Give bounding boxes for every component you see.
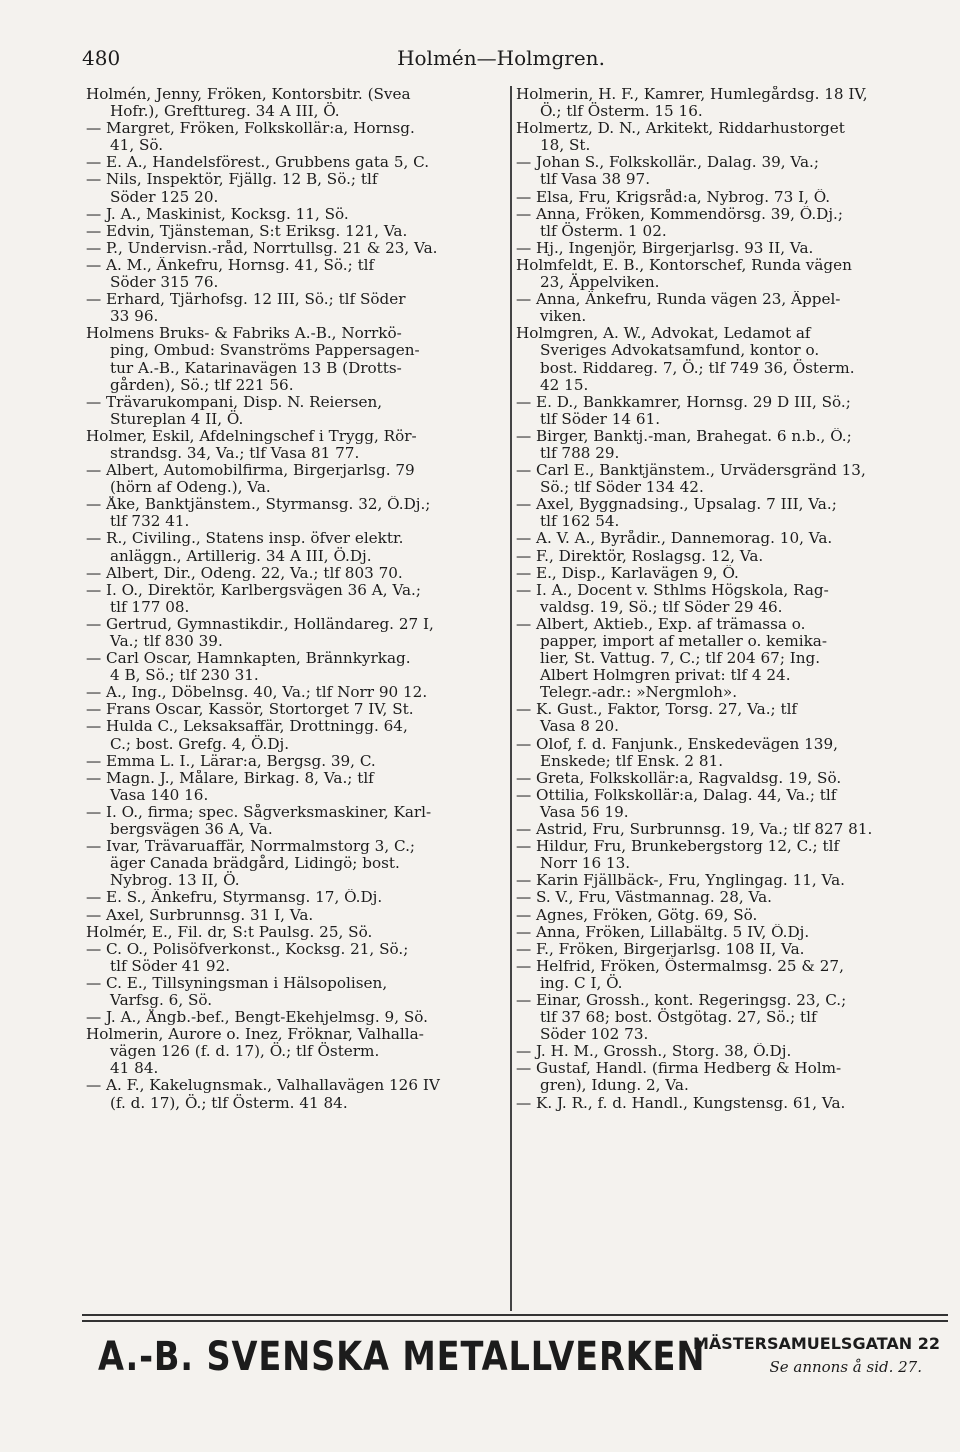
entry-line: — I. A., Docent v. Sthlms Högskola, Rag- [516,581,829,599]
entry-line: — Carl E., Banktjänstem., Urvädersgränd 13, [516,462,866,480]
entry-continuation-line: ping, Ombud: Svanströms Pappersagen- [110,341,420,360]
entry-line: — Hulda C., Leksaksaffär, Drottningg. 64, [86,718,408,736]
entry-continuation-line: tlf 732 41. [110,512,190,531]
entry-line: — Margret, Fröken, Folkskollär:a, Hornsg. [86,120,415,138]
directory-entry [86,924,510,941]
entry-line: Holmer, Eskil, Afdelningschef i Trygg, Rör- [86,427,417,445]
entry-line: — Albert, Dir., Odeng. 22, Va.; tlf 803 70. [86,564,403,582]
entry-continuation-line: tlf 162 54. [540,512,620,531]
entry-continuation-line: strandsg. 34, Va.; tlf Vasa 81 77. [110,443,360,462]
directory-entry [516,616,948,701]
entry-line: — J. A., Ångb.-bef., Bengt-Ekehjelmsg. 9, Sö. [86,1009,428,1027]
entry-line: Holmens Bruks- & Fabriks A.-B., Norrkö- [86,325,402,343]
entry-continuation-line: 41, Sö. [110,136,164,155]
entry-line: — E. A., Handelsförest., Grubbens gata 5, C. [86,154,430,172]
entry-line: — Gustaf, Handl. (firma Hedberg & Holm- [516,1060,842,1078]
directory-entry [86,804,510,838]
entry-continuation-line: Söder 315 76. [110,273,219,292]
entry-continuation-line: Telegr.-adr.: »Nergmloh». [540,683,738,702]
entry-continuation-line: Sveriges Advokatsamfund, kontor o. [540,341,820,360]
directory-entry [516,770,948,787]
entry-line: Holmgren, A. W., Advokat, Ledamot af [516,325,811,343]
column-divider [510,86,512,1311]
entry-line: — Albert, Automobilfirma, Birgerjarlsg. 79 [86,462,415,480]
entry-line: — I. O., firma; spec. Sågverksmaskiner, Karl- [86,803,432,821]
directory-entry [516,787,948,821]
entry-continuation-line: viken. [540,307,587,326]
entry-continuation-line: Va.; tlf 830 39. [110,632,223,650]
directory-entry [86,889,510,906]
entry-line: — Birger, Banktj.-man, Brahegat. 6 n.b., Ö.; [516,427,852,445]
entry-continuation-line: Albert Holmgren privat: tlf 4 24. [540,666,791,685]
directory-entry [86,1009,510,1026]
directory-entry [86,1077,510,1111]
directory-entry [516,565,948,582]
directory-entry [86,223,510,240]
entry-continuation-line: tlf Söder 41 92. [110,956,231,975]
directory-entry [516,548,948,565]
entry-continuation-line: Söder 102 73. [540,1025,649,1044]
entry-line: Holmerin, H. F., Kamrer, Humlegårdsg. 18 IV, [516,86,868,103]
entry-line: — Greta, Folkskollär:a, Ragvaldsg. 19, Sö. [516,769,842,787]
entry-continuation-line: 4 B, Sö.; tlf 230 31. [110,666,259,685]
entry-continuation-line: lier, St. Vattug. 7, C.; tlf 204 67; Ing. [540,649,821,668]
entry-continuation-line: tlf 37 68; bost. Östgötag. 27, Sö.; tlf [540,1008,817,1027]
entry-line: — A. V. A., Byrådir., Dannemorag. 10, Va. [516,530,833,548]
entry-line: — Anna, Fröken, Lillabältg. 5 IV, Ö.Dj. [516,923,810,941]
entry-line: — Åke, Banktjänstem., Styrmansg. 32, Ö.Dj.; [86,496,431,514]
entry-line: — Anna, Fröken, Kommendörsg. 39, Ö.Dj.; [516,205,843,223]
entry-continuation-line: C.; bost. Grefg. 4, Ö.Dj. [110,734,290,753]
entry-line: Holmér, E., Fil. dr, S:t Paulsg. 25, Sö. [86,923,373,941]
entry-continuation-line: Nybrog. 13 II, Ö. [110,871,240,890]
ad-top-rule [82,1314,948,1316]
directory-entry [86,582,510,616]
entry-continuation-line: tur A.-B., Katarinavägen 13 B (Drotts- [110,358,402,377]
entry-line: — E. D., Bankkamrer, Hornsg. 29 D III, Sö.; [516,393,851,411]
directory-entry [516,821,948,838]
entry-line: — J. A., Maskinist, Kocksg. 11, Sö. [86,205,349,223]
directory-entry [516,1060,948,1094]
entry-line: — P., Undervisn.-råd, Norrtullsg. 21 & 23, Va. [86,239,438,257]
entry-continuation-line: ing. C I, Ö. [540,973,623,992]
entry-continuation-line: bost. Riddareg. 7, Ö.; tlf 749 36, Österm. [540,358,855,377]
entry-line: — Karin Fjällbäck-, Fru, Ynglingag. 11, Va. [516,872,846,890]
entry-line: — Helfrid, Fröken, Östermalmsg. 25 & 27, [516,957,844,975]
directory-entry [86,291,510,325]
entry-line: — Albert, Aktieb., Exp. af trämassa o. [516,615,806,633]
right-column [516,86,948,1112]
entry-continuation-line: gården), Sö.; tlf 221 56. [110,375,294,394]
entry-line: — Ivar, Trävaruaffär, Norrmalmstorg 3, C.; [86,838,416,856]
directory-entry [516,496,948,530]
entry-continuation-line: tlf Österm. 1 02. [540,221,667,240]
directory-entry [516,325,948,393]
directory-entry [86,941,510,975]
directory-entry [516,154,948,188]
entry-line: — A. M., Änkefru, Hornsg. 41, Sö.; tlf [86,256,375,274]
directory-entry [86,154,510,171]
directory-entry [86,770,510,804]
entry-line: — Emma L. I., Lärar:a, Bergsg. 39, C. [86,752,376,770]
directory-entry [516,530,948,547]
entry-continuation-line: Vasa 140 16. [110,785,209,804]
directory-entry [516,701,948,735]
entry-line: — F., Direktör, Roslagsg. 12, Va. [516,547,764,565]
left-column [86,86,510,1112]
entry-line: — Johan S., Folkskollär., Dalag. 39, Va.; [516,154,820,172]
entry-line: — Hj., Ingenjör, Birgerjarlsg. 93 II, Va. [516,239,814,257]
entry-line: — F., Fröken, Birgerjarlsg. 108 II, Va. [516,940,805,958]
directory-entry [86,838,510,889]
entry-line: — Trävarukompani, Disp. N. Reiersen, [86,393,383,411]
directory-entry [516,257,948,291]
entry-line: — Axel, Surbrunnsg. 31 I, Va. [86,906,314,924]
directory-entry [86,684,510,701]
entry-line: Holmerin, Aurore o. Inez, Fröknar, Valhalla- [86,1026,424,1044]
entry-line: — E., Disp., Karlavägen 9, Ö. [516,564,739,582]
entry-line: — K. Gust., Faktor, Torsg. 27, Va.; tlf [516,701,798,719]
running-title: Holmén—Holmgren. [397,46,605,70]
entry-continuation-line: 23, Äppelviken. [540,273,660,292]
entry-continuation-line: tlf Söder 14 61. [540,409,661,428]
entry-continuation-line: bergsvägen 36 A, Va. [110,820,273,839]
entry-continuation-line: Norr 16 13. [540,854,631,873]
directory-entry [86,394,510,428]
entry-continuation-line: äger Canada brädgård, Lidingö; bost. [110,854,400,873]
entry-line: — R., Civiling., Statens insp. öfver elektr. [86,530,404,548]
directory-entry [86,325,510,393]
directory-entry [516,394,948,428]
directory-entry [86,530,510,564]
directory-entry [516,736,948,770]
page-header [82,46,920,76]
directory-entry [86,718,510,752]
entry-continuation-line: anläggn., Artillerig. 34 A III, Ö.Dj. [110,546,372,565]
entry-continuation-line: Ö.; tlf Österm. 15 16. [540,102,703,121]
entry-continuation-line: 42 15. [540,375,589,394]
entry-line: Holmertz, D. N., Arkitekt, Riddarhustorget [516,120,845,138]
entry-line: — J. H. M., Grossh., Storg. 38, Ö.Dj. [516,1043,792,1061]
directory-entry [86,257,510,291]
entry-line: — Edvin, Tjänsteman, S:t Eriksg. 121, Va. [86,222,408,240]
entry-line: — Frans Oscar, Kassör, Stortorget 7 IV, St. [86,701,414,719]
entry-line: — Anna, Änkefru, Runda vägen 23, Äppel- [516,291,841,309]
directory-entry [516,240,948,257]
directory-entry [86,1026,510,1077]
directory-entry [516,1043,948,1060]
directory-entry [86,650,510,684]
entry-continuation-line: tlf 177 08. [110,597,190,616]
directory-entry [516,189,948,206]
directory-entry [516,291,948,325]
entry-line: — C. E., Tillsyningsman i Hälsopolisen, [86,974,388,992]
entry-continuation-line: gren), Idung. 2, Va. [540,1076,689,1095]
directory-entry [516,992,948,1043]
directory-entry [516,1095,948,1112]
entry-continuation-line: Enskede; tlf Ensk. 2 81. [540,751,724,770]
entry-continuation-line: tlf Vasa 38 97. [540,170,651,189]
directory-entry [86,753,510,770]
directory-entry [86,907,510,924]
directory-entry [516,907,948,924]
directory-entry [86,86,510,120]
directory-entry [86,616,510,650]
directory-entry [86,462,510,496]
directory-entry [516,582,948,616]
entry-line: — Hildur, Fru, Brunkebergstorg 12, C.; tlf [516,838,840,856]
entry-line: — C. O., Polisöfverkonst., Kocksg. 21, Sö.; [86,940,409,958]
entry-line: Holmfeldt, E. B., Kontorschef, Runda vägen [516,256,852,274]
entry-continuation-line: papper, import af metaller o. kemika- [540,632,827,650]
directory-entry [86,428,510,462]
entry-line: — K. J. R., f. d. Handl., Kungstensg. 61, Va. [516,1094,846,1112]
directory-entry [516,889,948,906]
entry-continuation-line: Stureplan 4 II, Ö. [110,409,244,428]
entry-line: — Elsa, Fru, Krigsråd:a, Nybrog. 73 I, Ö. [516,188,831,206]
directory-entry [516,872,948,889]
directory-entry [516,428,948,462]
directory-entry [86,240,510,257]
entry-continuation-line: Hofr.), Grefttureg. 34 A III, Ö. [110,102,340,121]
entry-line: — Carl Oscar, Hamnkapten, Brännkyrkag. [86,650,411,668]
directory-entry [516,958,948,992]
entry-line: — Ottilia, Folkskollär:a, Dalag. 44, Va.; tlf [516,786,837,804]
entry-continuation-line: 18, St. [540,136,591,155]
entry-line: — Agnes, Fröken, Götg. 69, Sö. [516,906,758,924]
directory-entry [86,565,510,582]
directory-entry [86,171,510,205]
directory-entry [86,206,510,223]
ad-address: MÄSTERSAMUELSGATAN 22 [692,1334,940,1353]
directory-entry [516,838,948,872]
entry-continuation-line: Vasa 8 20. [540,717,619,736]
entry-continuation-line: Sö.; tlf Söder 134 42. [540,478,704,497]
entry-continuation-line: (f. d. 17), Ö.; tlf Österm. 41 84. [110,1093,348,1112]
entry-line: — I. O., Direktör, Karlbergsvägen 36 A, Va.; [86,581,421,599]
entry-continuation-line: valdsg. 19, Sö.; tlf Söder 29 46. [540,597,783,616]
page-number: 480 [82,46,121,70]
entry-line: — Axel, Byggnadsing., Upsalag. 7 III, Va.; [516,496,837,514]
directory-entry [86,701,510,718]
entry-line: — S. V., Fru, Västmannag. 28, Va. [516,889,772,907]
entry-continuation-line: 33 96. [110,307,159,326]
entry-line: — Magn. J., Målare, Birkag. 8, Va.; tlf [86,769,374,787]
entry-line: Holmén, Jenny, Fröken, Kontorsbitr. (Svea [86,86,411,103]
entry-line: — A. F., Kakelugnsmak., Valhallavägen 126 IV [86,1077,440,1095]
directory-entry [516,86,948,120]
entry-line: — Olof, f. d. Fanjunk., Enskedevägen 139, [516,735,838,753]
entry-continuation-line: Varfsg. 6, Sö. [110,990,213,1009]
directory-entry [86,120,510,154]
entry-line: — E. S., Änkefru, Styrmansg. 17, Ö.Dj. [86,889,383,907]
directory-entry [516,120,948,154]
entry-line: — Nils, Inspektör, Fjällg. 12 B, Sö.; tlf [86,171,378,189]
entry-continuation-line: Vasa 56 19. [540,802,629,821]
ad-reference-note: Se annons å sid. 27. [769,1358,922,1376]
ad-company-name: A.-B. SVENSKA METALLVERKEN [98,1334,706,1380]
directory-entry [516,924,948,941]
entry-line: — Gertrud, Gymnastikdir., Holländareg. 27 I, [86,615,434,633]
entry-line: — Erhard, Tjärhofsg. 12 III, Sö.; tlf Söder [86,291,406,309]
directory-entry [86,496,510,530]
entry-continuation-line: 41 84. [110,1059,159,1078]
ad-second-rule [82,1320,948,1322]
entry-continuation-line: vägen 126 (f. d. 17), Ö.; tlf Österm. [110,1042,380,1061]
entry-continuation-line: (hörn af Odeng.), Va. [110,478,271,497]
entry-line: — Einar, Grossh., kont. Regeringsg. 23, C.; [516,991,847,1009]
directory-entry [516,462,948,496]
entry-continuation-line: Söder 125 20. [110,187,219,206]
entry-line: — Astrid, Fru, Surbrunnsg. 19, Va.; tlf 827 81. [516,821,873,839]
directory-entry [516,206,948,240]
advertisement [82,1328,948,1390]
entry-continuation-line: tlf 788 29. [540,443,620,462]
directory-entry [516,941,948,958]
entry-line: — A., Ing., Döbelnsg. 40, Va.; tlf Norr 90 12. [86,684,428,702]
directory-entry [86,975,510,1009]
